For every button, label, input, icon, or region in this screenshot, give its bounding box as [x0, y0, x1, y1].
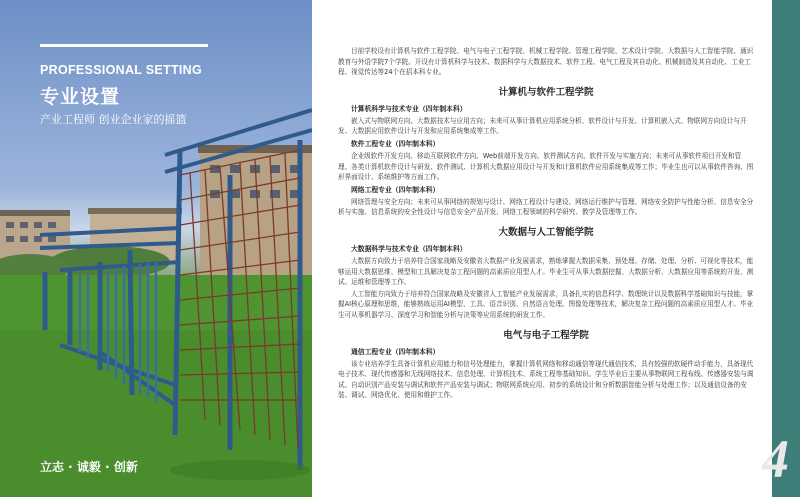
page-number: 4: [762, 429, 789, 489]
major-title: 通信工程专业（四年制本科）: [351, 347, 440, 356]
major-title: 大数据科学与技术专业（四年制本科）: [351, 244, 467, 253]
section-title-computer: 计算机与软件工程学院: [498, 86, 594, 98]
banner-rule: [40, 44, 208, 47]
major-desc: 人工智能方向致力于培养符合国家战略及安徽省人工智能产业发展需求，具备扎实的信息科学、数理统计以及数据科学基础知识与技能，掌握AI核心原理和思维，能够熟练运用AI模型、工具、语音识别、自然语言处理、图像处理等技术，解决复杂工程问题的高素质应用型人才。毕业生可从事机器学习、深度学习和智能分析与决策等应用系统的研发工作。: [338, 289, 754, 319]
accent-strip: [772, 0, 800, 497]
banner-subtitle: 产业工程师 创业企业家的摇篮: [40, 113, 187, 126]
section-title-bigdata: 大数据与人工智能学院: [498, 226, 594, 238]
major-title: 计算机科学与技术专业（四年制本科）: [351, 104, 467, 113]
major-desc: 嵌入式与物联网方向、大数据技术与应用方向；未来可从事计算机应用系统分析、软件设计与开发、计算机嵌入式、物联网方向设计与开发、大数据应用软件设计与开发和应用系统集成等工作。: [338, 116, 747, 136]
banner-title-en: PROFESSIONAL SETTING: [40, 63, 203, 77]
major-desc: 网络管理与安全方向；未来可从事网络的规划与设计、网络工程设计与建设、网络运行维护与管理、网络安全防护与性能分析、信息安全分析与实施、信息系统的安全性设计与信息安全产品开发、网络工程领域的科学研究、教学及管理等工作。: [338, 197, 754, 217]
main-content: [338, 46, 754, 401]
major-title: 网络工程专业（四年制本科）: [351, 185, 440, 194]
motto: 立志 · 诚毅 · 创新: [40, 460, 138, 474]
banner-title-cn: 专业设置: [40, 86, 121, 108]
major-desc: 该专业培养学生具备计算机应用能力和信号处理能力，掌握计算机网络和移动通信等现代通信技术，具有较强的软硬件动手能力，具备现代电子技术、现代传感器和无线网络技术、信息处理、计算机技术、系统工程等基础知识。学生毕业后主要从事物联网工程布线、传感器安装与调试、自动识别产品安装与调试和软件产品安装与调试；物联网系统应用、初步的系统设计和分析数据智能分析与处理工作；以及通信设备的安装、调试、网络优化、使用和维护工作。: [338, 359, 754, 400]
intro-paragraph: 目前学校设有计算机与软件工程学院、电气与电子工程学院、机械工程学院、管理工程学院、艺术设计学院、大数据与人工智能学院、通识教育与外语学院7个学院。开设有计算机科学与技术、数据科学与大数据技术、软件工程、电气工程及其自动化、机械制造及其自动化、工业工程、视觉传达等24个在招本科专业。: [338, 47, 754, 77]
major-title: 软件工程专业（四年制本科）: [351, 139, 440, 148]
major-desc: 企业级软件开发方向、移动互联网软件方向、Web前端开发方向、软件测试方向、软件开发与实施方向；未来可从事软件项目开发和管理、各类计算机软件设计与研发、软件测试、计算机大数据应用设计与开发和计算机软件应用系统集成等工作；毕业生也可以从事软件咨询、图形界面设计、系统维护等方面工作。: [338, 151, 754, 182]
campus-photo: [0, 0, 312, 497]
major-desc: 大数据方向致力于培养符合国家战略及安徽省大数据产业发展需求，熟练掌握大数据采集、预处理、存储、处理、分析、可视化等技术，能够运用大数据思维、模型和工具解决复杂工程问题的高素质应用型人才。毕业生可从事大数据挖掘、大数据分析、大数据应用等系统的开发、测试、运维和管理等工作。: [338, 256, 754, 287]
section-title-electrical: 电气与电子工程学院: [503, 329, 589, 341]
